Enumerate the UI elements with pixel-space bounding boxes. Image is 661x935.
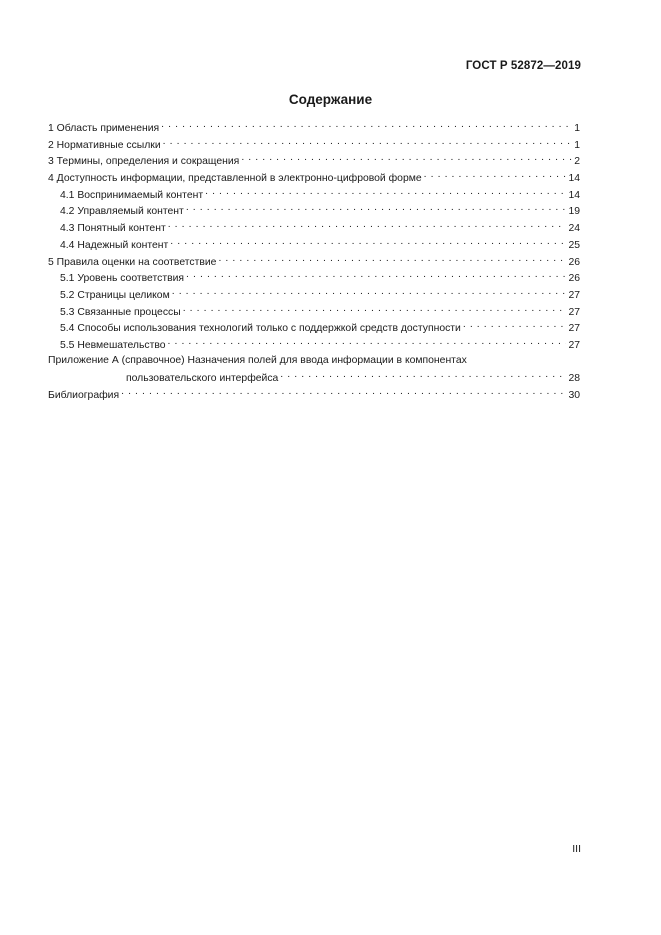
toc-subitem[interactable] [48, 236, 580, 253]
toc-item-label: 5.1 Уровень соответствия [60, 273, 185, 285]
toc-item-continuation [48, 369, 580, 386]
toc-item-page: 27 [568, 323, 580, 335]
toc-item[interactable] [48, 152, 580, 169]
dot-leader [218, 253, 566, 265]
toc-item-label: 5.5 Невмешательство [60, 339, 166, 351]
toc-item-page: 27 [568, 339, 580, 351]
toc-item-label: Библиография [48, 390, 120, 401]
toc-item-page: 30 [568, 390, 580, 401]
toc-subitem[interactable] [48, 286, 580, 303]
dot-leader [168, 219, 567, 231]
toc-item[interactable] [48, 253, 580, 270]
toc-item-label: 1 Область применения [48, 123, 160, 134]
dot-leader [168, 336, 567, 348]
toc-item-label: Приложение А (справочное) Назначения полей для ввода информации в компонентах [48, 354, 467, 366]
toc-item-label: 3 Термины, определения и сокращения [48, 156, 240, 168]
toc-item-page: 2 [574, 156, 580, 168]
dot-leader [280, 369, 566, 381]
toc-item-label: 5 Правила оценки на соответствие [48, 256, 217, 268]
toc-item-label: 4.3 Понятный контент [60, 223, 166, 235]
toc-item[interactable] [48, 119, 580, 136]
toc-item-label: 4.4 Надежный контент [60, 239, 169, 251]
toc-item-label: 5.2 Страницы целиком [60, 289, 170, 301]
dot-leader [170, 236, 566, 248]
toc-item-label: 5.4 Способы использования технологий только с поддержкой средств доступности [60, 323, 461, 335]
dot-leader [186, 269, 566, 281]
toc-item-label: 4.2 Управляемый контент [60, 206, 184, 218]
toc-item[interactable] [48, 169, 580, 186]
dot-leader [183, 303, 567, 315]
toc-item-label: 4.1 Воспринимаемый контент [60, 189, 204, 201]
document-code: ГОСТ Р 52872—2019 [465, 60, 581, 72]
toc-subitem[interactable] [48, 202, 580, 219]
toc-item-page: 26 [568, 273, 580, 285]
dot-leader [463, 319, 567, 331]
toc-item-label-continued: пользовательского интерфейса [126, 373, 279, 385]
toc-item-page: 14 [568, 173, 580, 185]
toc-item-appendix[interactable] [48, 353, 580, 386]
toc-item-label: 5.3 Связанные процессы [60, 306, 181, 318]
table-of-contents [48, 119, 580, 403]
dot-leader [241, 152, 572, 164]
toc-item-page: 28 [568, 373, 580, 385]
dot-leader [424, 169, 567, 181]
toc-item-page: 1 [574, 123, 580, 134]
toc-item-page: 27 [568, 289, 580, 301]
dot-leader [205, 186, 566, 198]
dot-leader [186, 202, 567, 214]
toc-item-page: 14 [568, 189, 580, 201]
toc-item-page: 26 [568, 256, 580, 268]
toc-item-page: 19 [568, 206, 580, 218]
page-title: Содержание [288, 92, 373, 107]
dot-leader [121, 386, 566, 398]
toc-subitem[interactable] [48, 219, 580, 236]
toc-subitem[interactable] [48, 336, 580, 353]
toc-item[interactable] [48, 136, 580, 153]
dot-leader [163, 136, 573, 148]
toc-subitem[interactable] [48, 269, 580, 286]
toc-item-page: 24 [568, 223, 580, 235]
dot-leader [172, 286, 567, 298]
toc-subitem[interactable] [48, 319, 580, 336]
toc-subitem[interactable] [48, 303, 580, 320]
toc-item[interactable] [48, 386, 580, 403]
toc-item-label: 2 Нормативные ссылки [48, 139, 161, 151]
page-number: III [572, 843, 581, 855]
dot-leader [161, 119, 572, 131]
toc-item-page: 1 [574, 139, 580, 151]
toc-item-label: 4 Доступность информации, представленной в электронно-цифровой форме [48, 173, 422, 185]
toc-item-page: 27 [568, 306, 580, 318]
toc-subitem[interactable] [48, 186, 580, 203]
toc-item-page: 25 [568, 239, 580, 251]
